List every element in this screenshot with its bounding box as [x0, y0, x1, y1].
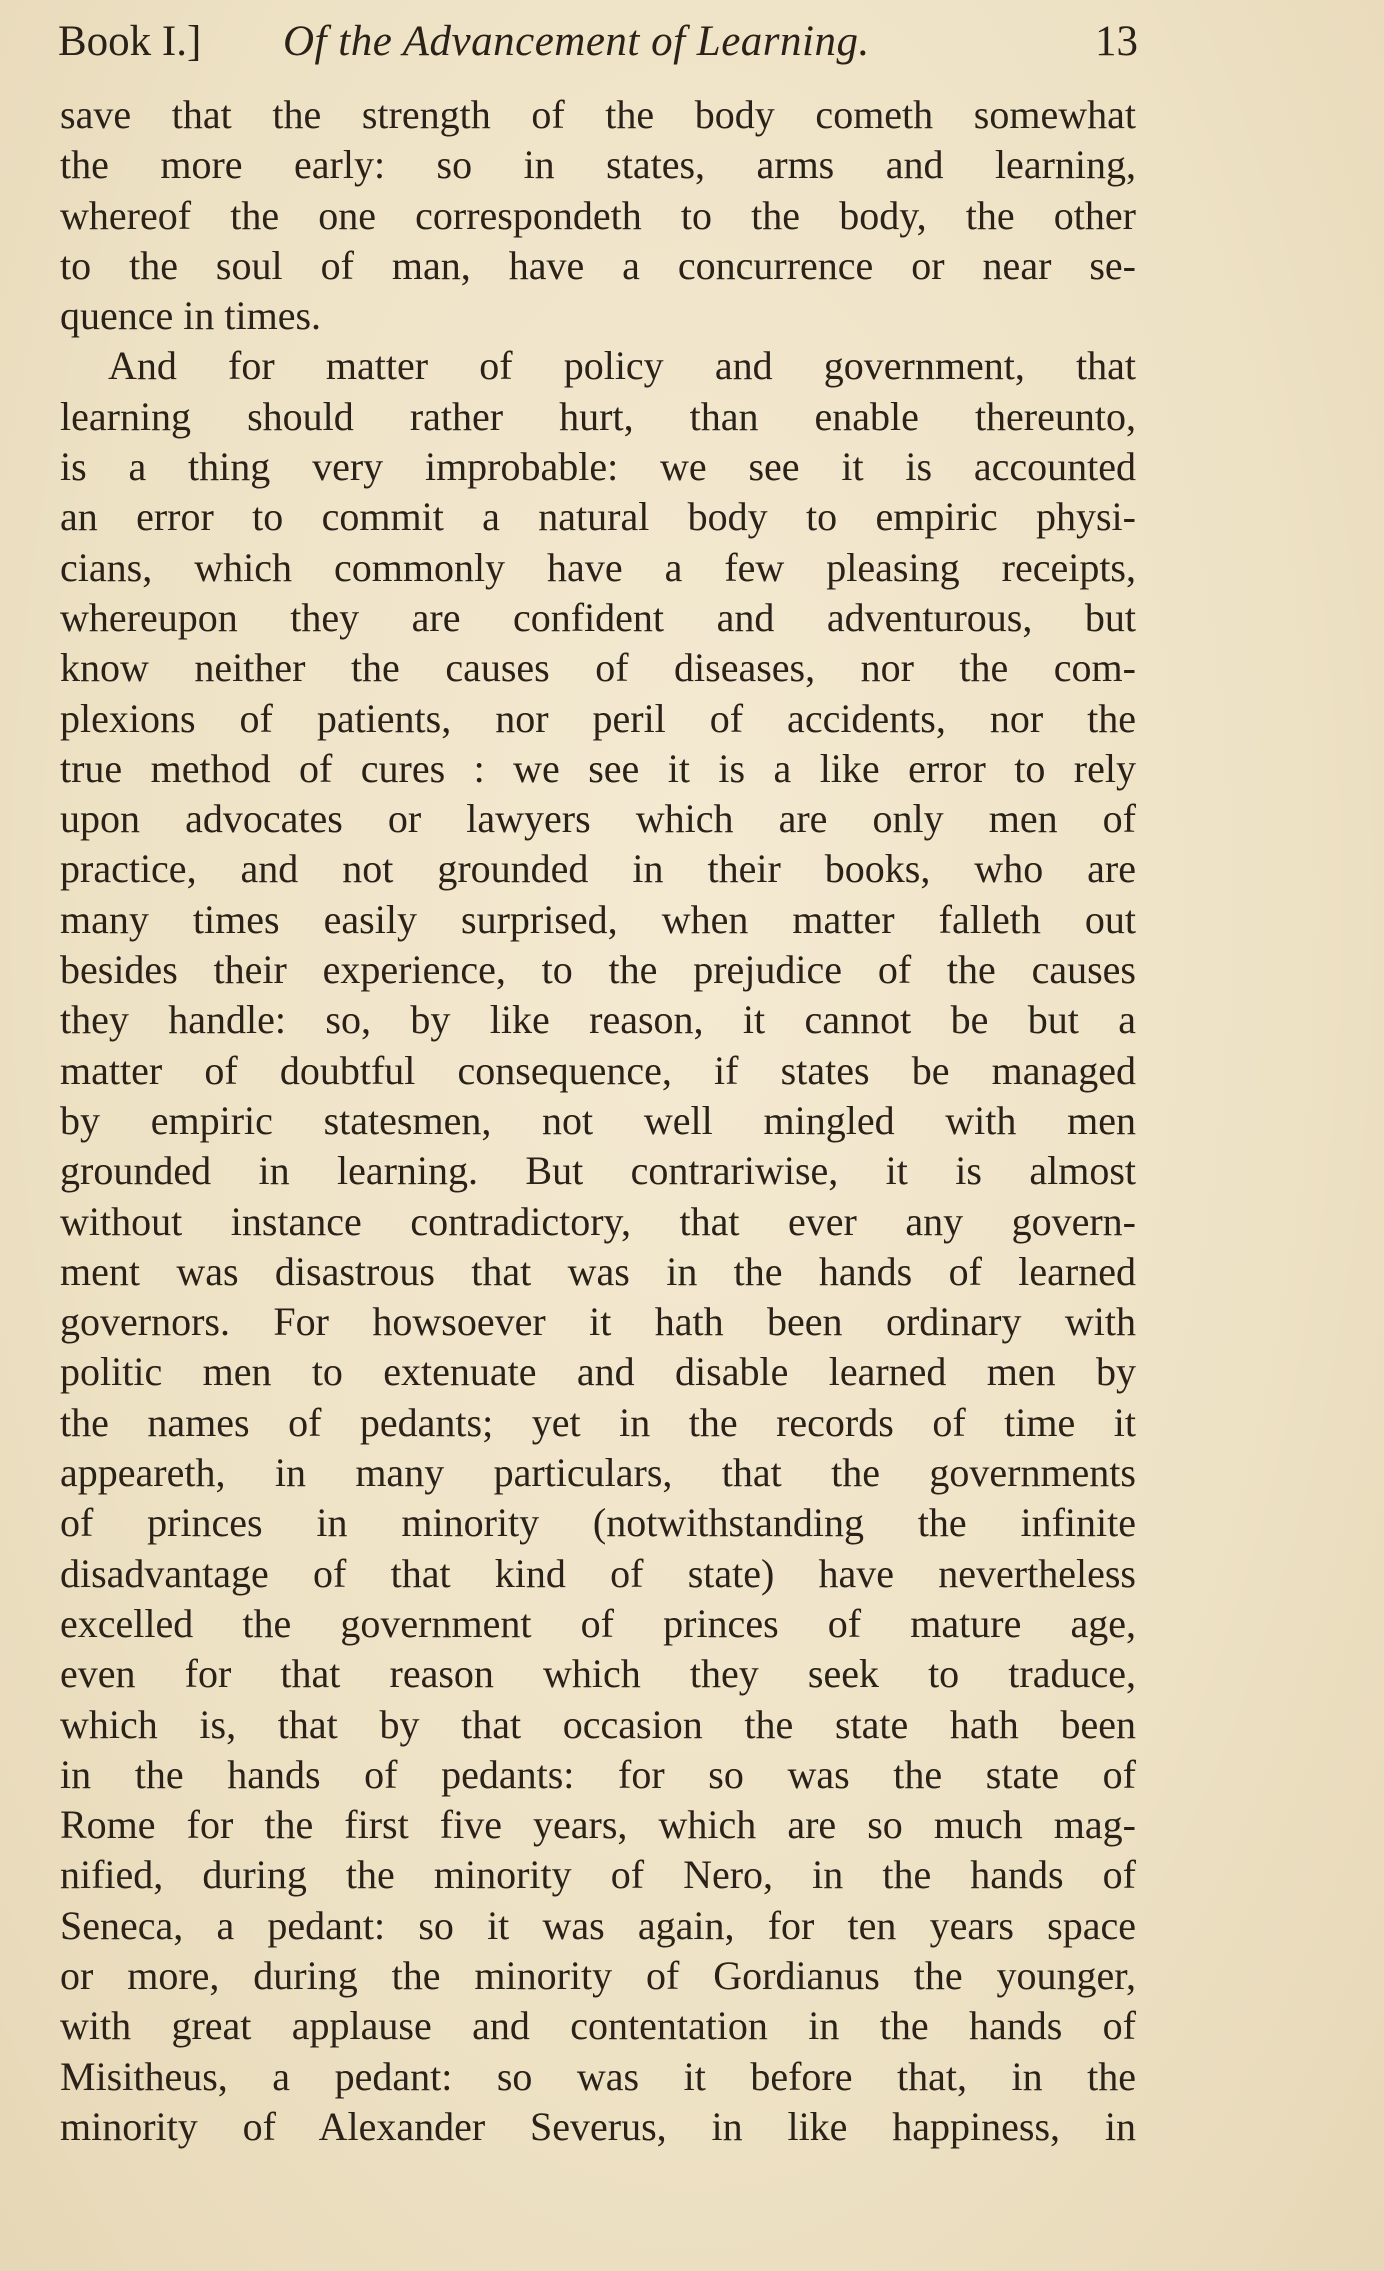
text-line: politic men to extenuate and disable learned men by: [60, 1349, 1136, 1395]
text-line: governors. For howsoever it hath been ordinary with: [60, 1299, 1136, 1345]
text-line: besides their experience, to the prejudice of the causes: [60, 947, 1136, 993]
text-line: of princes in minority (notwithstanding the infinite: [60, 1500, 1136, 1546]
text-line: Rome for the first five years, which are so much mag-: [60, 1802, 1136, 1848]
text-line: save that the strength of the body cometh somewhat: [60, 92, 1136, 137]
text-line: the more early: so in states, arms and learning,: [60, 142, 1136, 188]
text-line: plexions of patients, nor peril of accidents, nor the: [60, 695, 1136, 741]
text-line: whereof the one correspondeth to the body, the other: [60, 192, 1136, 238]
running-header: [58, 10, 1138, 74]
text-line: or more, during the minority of Gordianus the younger,: [60, 1952, 1136, 1998]
text-line: without instance contradictory, that ever any govern-: [60, 1198, 1136, 1244]
text-line: they handle: so, by like reason, it cannot be but a: [60, 997, 1136, 1043]
text-line: to the soul of man, have a concurrence or near se-: [60, 242, 1136, 288]
text-line: which is, that by that occasion the state hath been: [60, 1701, 1136, 1747]
text-line: Seneca, a pedant: so it was again, for ten years space: [60, 1902, 1136, 1948]
text-line: ment was disastrous that was in the hands of learned: [60, 1248, 1136, 1294]
text-line: by empiric statesmen, not well mingled with men: [60, 1097, 1136, 1143]
text-line: even for that reason which they seek to traduce,: [60, 1651, 1136, 1697]
text-line: cians, which commonly have a few pleasing receipts,: [60, 544, 1136, 590]
text-line: in the hands of pedants: for so was the state of: [60, 1751, 1136, 1797]
text-line: the names of pedants; yet in the records of time it: [60, 1399, 1136, 1445]
text-line: matter of doubtful consequence, if states be managed: [60, 1047, 1136, 1093]
text-line: learning should rather hurt, than enable thereunto,: [60, 393, 1136, 439]
text-line: appeareth, in many particulars, that the governments: [60, 1450, 1136, 1496]
text-line: many times easily surprised, when matter falleth out: [60, 896, 1136, 942]
page-number: 13: [1095, 18, 1138, 65]
body-text: [60, 90, 1136, 2152]
text-line: practice, and not grounded in their books, who are: [60, 846, 1136, 892]
text-line: quence in times.: [60, 293, 322, 339]
text-line: nified, during the minority of Nero, in the hands of: [60, 1852, 1136, 1898]
text-line: grounded in learning. But contrariwise, it is almost: [60, 1148, 1136, 1194]
text-line: upon advocates or lawyers which are only men of: [60, 796, 1136, 842]
running-title: Of the Advancement of Learning.: [283, 18, 870, 65]
text-line: And for matter of policy and government, that: [108, 343, 1136, 389]
text-line: whereupon they are confident and adventurous, but: [60, 594, 1136, 640]
text-line: is a thing very improbable: we see it is accounted: [60, 444, 1136, 490]
text-line: Misitheus, a pedant: so was it before that, in the: [60, 2053, 1136, 2099]
text-line: know neither the causes of diseases, nor the com-: [60, 645, 1136, 691]
book-label: Book I.]: [58, 18, 202, 65]
text-line: an error to commit a natural body to empiric physi-: [60, 494, 1136, 540]
text-line: true method of cures : we see it is a like error to rely: [60, 745, 1136, 791]
text-line: disadvantage of that kind of state) have nevertheless: [60, 1550, 1136, 1596]
text-line: excelled the government of princes of mature age,: [60, 1600, 1136, 1646]
text-line: minority of Alexander Severus, in like happiness, in: [60, 2103, 1136, 2149]
text-line: with great applause and contentation in the hands of: [60, 2003, 1136, 2049]
